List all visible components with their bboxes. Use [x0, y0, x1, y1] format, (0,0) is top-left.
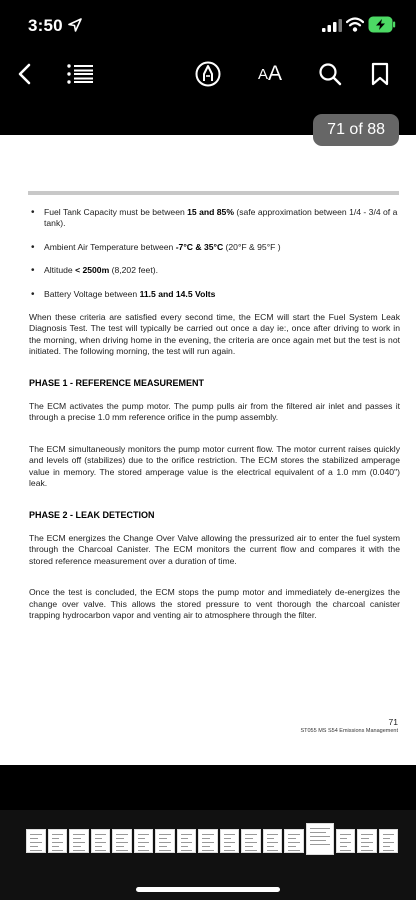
page-thumbnail[interactable] [336, 829, 356, 853]
thumbnail-text-line [138, 838, 146, 839]
phase1-heading: PHASE 1 - REFERENCE MEASUREMENT [29, 377, 205, 388]
page-thumbnail[interactable] [48, 829, 68, 853]
thumbnail-text-line [73, 850, 85, 851]
thumbnail-text-line [52, 842, 64, 843]
thumbnail-text-line [245, 846, 253, 847]
thumbnail-text-line [310, 828, 330, 829]
thumbnail-text-line [383, 834, 395, 835]
list-item: • Altitude < 2500m (8,202 feet). [29, 265, 400, 276]
page-content [29, 207, 400, 641]
thumbnail-text-line [159, 846, 167, 847]
page-thumbnail[interactable] [155, 829, 175, 853]
thumbnail-text-line [340, 846, 348, 847]
thumbnail-text-line [224, 842, 236, 843]
thumbnail-text-line [138, 846, 146, 847]
thumbnail-text-line [383, 842, 395, 843]
phase1-paragraph-2: The ECM simultaneously monitors the pump motor current flow. The motor current raises quickly and levels off (stabilizes) due to the orifice restriction. The ECM stores the stabilized amperage value in memory. The stored amperage value is the electrical equivalent of a 1.0 mm (0.040") leak. [29, 443, 400, 489]
thumbnail-text-line [361, 838, 369, 839]
text-size-small-glyph: A [257, 65, 268, 83]
thumbnail-text-line [202, 834, 214, 835]
page-thumbnail[interactable] [134, 829, 154, 853]
thumbnail-text-line [73, 834, 85, 835]
thumbnail-text-line [159, 850, 171, 851]
thumbnail-list [26, 829, 398, 855]
thumbnail-text-line [181, 850, 193, 851]
text-size-button[interactable] [250, 58, 290, 90]
thumbnail-text-line [267, 850, 279, 851]
thumbnail-text-line [30, 842, 42, 843]
thumbnail-text-line [224, 838, 232, 839]
page-thumbnail[interactable] [241, 829, 261, 853]
pen-circle-icon [194, 60, 222, 88]
footer-label: ST055 MS S54 Emissions Management [300, 728, 398, 734]
thumbnail-text-line [245, 842, 257, 843]
reader-toolbar [0, 50, 416, 98]
page-thumbnail[interactable] [263, 829, 283, 853]
thumbnail-text-line [288, 834, 300, 835]
annotate-button[interactable] [192, 58, 224, 90]
document-page[interactable] [0, 135, 416, 765]
thumbnail-text-line [340, 834, 352, 835]
thumbnail-text-line [310, 840, 326, 841]
page-thumbnail[interactable] [69, 829, 89, 853]
header-rule [28, 191, 399, 195]
thumbnail-text-line [138, 850, 150, 851]
thumbnail-text-line [340, 842, 352, 843]
thumbnail-text-line [245, 834, 257, 835]
thumbnail-text-line [361, 846, 369, 847]
page-number: 71 [388, 717, 398, 727]
thumbnail-text-line [288, 838, 296, 839]
thumbnail-text-line [138, 834, 150, 835]
thumbnail-text-line [340, 850, 352, 851]
page-thumbnail[interactable] [91, 829, 111, 853]
thumbnail-text-line [159, 842, 171, 843]
back-button[interactable] [9, 58, 41, 90]
page-thumbnail[interactable] [379, 829, 399, 853]
search-icon [318, 62, 342, 86]
thumbnail-text-line [138, 842, 150, 843]
page-thumbnail[interactable] [26, 829, 46, 853]
chevron-left-icon [15, 62, 35, 86]
thumbnail-text-line [159, 834, 171, 835]
bookmark-button[interactable] [364, 58, 396, 90]
thumbnail-text-line [116, 842, 128, 843]
battery-charging-icon [368, 16, 396, 33]
page-thumbnail[interactable] [112, 829, 132, 853]
thumbnail-text-line [73, 846, 81, 847]
location-arrow-icon [68, 18, 82, 32]
thumbnail-text-line [267, 846, 275, 847]
clock-time: 3:50 [28, 16, 63, 35]
thumbnail-text-line [116, 834, 128, 835]
thumbnail-text-line [159, 838, 167, 839]
thumbnail-text-line [202, 846, 210, 847]
text-size-large-glyph: A [268, 62, 283, 85]
phase2-paragraph-2: Once the test is concluded, the ECM stops the pump motor and immediately de-energizes the change over valve. This allows the stored pressure to vent thorough the charcoal canister trapping hydrocarbon vapor and venting air to atmosphere through the filter. [29, 587, 400, 620]
thumbnail-text-line [267, 842, 279, 843]
thumbnail-text-line [95, 838, 103, 839]
phase2-paragraph-1: The ECM energizes the Change Over Valve allowing the pressurized air to enter the fuel system through the Charcoal Canister. The ECM monitors the current flow and compares it with the stored reference measurement over a duration of time. [29, 532, 400, 566]
thumbnail-text-line [202, 850, 214, 851]
thumbnail-current-page[interactable] [306, 823, 334, 855]
thumbnail-text-line [116, 838, 124, 839]
thumbnail-text-line [383, 846, 391, 847]
thumbnail-text-line [30, 850, 42, 851]
thumbnail-text-line [52, 846, 60, 847]
thumbnail-text-line [245, 838, 253, 839]
thumbnail-text-line [30, 846, 38, 847]
phase1-paragraph-1: The ECM activates the pump motor. The pump pulls air from the filtered air inlet and passes it through a precise 1.0 mm reference orifice in the pump assembly. [29, 401, 400, 423]
thumbnail-text-line [181, 834, 193, 835]
thumbnail-text-line [361, 850, 373, 851]
thumbnail-text-line [73, 842, 85, 843]
search-button[interactable] [314, 58, 346, 90]
thumbnail-text-line [202, 842, 214, 843]
thumbnail-text-line [310, 836, 330, 837]
thumbnail-text-line [181, 838, 189, 839]
criteria-list [29, 207, 400, 300]
thumbnail-text-line [52, 834, 64, 835]
status-bar [0, 0, 416, 50]
wifi-icon [346, 17, 364, 32]
list-item: • Battery Voltage between 11.5 and 14.5 Volts [29, 289, 400, 300]
table-of-contents-button[interactable] [64, 58, 96, 90]
thumbnail-text-line [224, 846, 232, 847]
list-icon [66, 63, 94, 85]
thumbnail-text-line [30, 838, 38, 839]
thumbnail-text-line [310, 844, 330, 845]
page-indicator: 71 of 88 [313, 114, 399, 146]
thumbnail-text-line [361, 834, 373, 835]
thumbnail-text-line [288, 842, 300, 843]
page-bottom-margin [0, 765, 416, 810]
page-thumbnail[interactable] [220, 829, 240, 853]
page-thumbnail[interactable] [284, 829, 304, 853]
thumbnail-text-line [181, 846, 189, 847]
phase2-heading: PHASE 2 - LEAK DETECTION [29, 509, 155, 520]
page-thumbnail[interactable] [177, 829, 197, 853]
page-thumbnail[interactable] [357, 829, 377, 853]
thumbnail-text-line [340, 838, 348, 839]
thumbnail-text-line [245, 850, 257, 851]
thumbnail-text-line [288, 850, 300, 851]
thumbnail-text-line [361, 842, 373, 843]
thumbnail-text-line [383, 850, 395, 851]
intro-paragraph: When these criteria are satisfied every second time, the ECM will start the Fuel System Leak Diagnosis Test. The test will typically be carried out once a day ie:, once after driving to work in the morning, when driving home in the evening, the criteria are once again met but the test is not initiated. The following morning, the test will run again. [29, 312, 400, 357]
thumbnail-text-line [383, 838, 391, 839]
list-item: • Fuel Tank Capacity must be between 15 and 85% (safe approximation between 1/4 - 3/4 of a tank). [29, 207, 400, 230]
thumbnail-text-line [310, 832, 326, 833]
thumbnail-text-line [116, 850, 128, 851]
bookmark-icon [371, 62, 389, 86]
thumbnail-text-line [267, 834, 279, 835]
thumbnail-text-line [95, 842, 107, 843]
thumbnail-text-line [224, 834, 236, 835]
thumbnail-text-line [202, 838, 210, 839]
thumbnail-text-line [116, 846, 124, 847]
home-indicator[interactable] [136, 887, 280, 892]
thumbnail-text-line [30, 834, 42, 835]
thumbnail-text-line [267, 838, 275, 839]
thumbnail-text-line [288, 846, 296, 847]
thumbnail-text-line [52, 850, 64, 851]
cellular-signal-icon [322, 19, 342, 32]
thumbnail-text-line [95, 846, 103, 847]
thumbnail-text-line [224, 850, 236, 851]
thumbnail-text-line [73, 838, 81, 839]
thumbnail-text-line [181, 842, 193, 843]
list-item: • Ambient Air Temperature between -7°C & 35°C (20°F & 95°F ) [29, 242, 400, 253]
thumbnail-text-line [95, 850, 107, 851]
page-thumbnail[interactable] [198, 829, 218, 853]
thumbnail-text-line [95, 834, 107, 835]
thumbnail-text-line [52, 838, 60, 839]
